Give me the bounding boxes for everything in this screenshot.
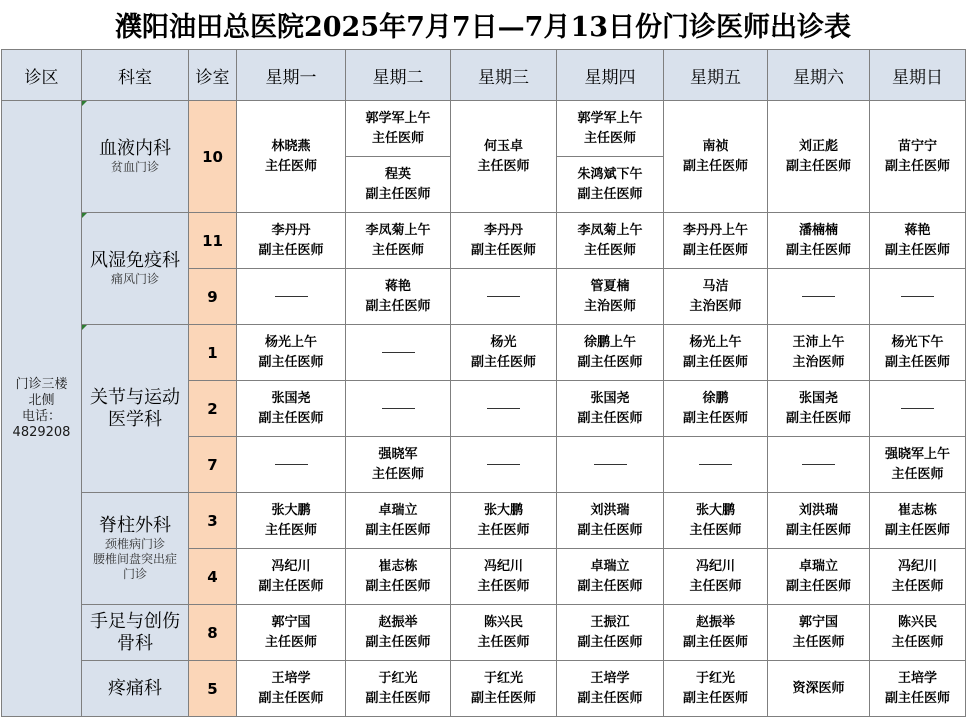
room-number: 3 (189, 493, 237, 549)
doctor-name: 李丹丹 (483, 222, 523, 238)
empty-slot-dash (802, 464, 835, 465)
doctor-cell (664, 101, 768, 213)
doctor-title: 主任医师 (371, 466, 424, 482)
doctor-title: 副主任医师 (682, 242, 748, 258)
doctor-title: 副主任医师 (470, 242, 536, 258)
doctor-name: 林晓燕 (271, 138, 311, 154)
doctor-title: 副主任医师 (785, 410, 851, 426)
header-wed: 星期三 (451, 50, 557, 101)
doctor-title: 副主任医师 (365, 522, 431, 538)
header-room: 诊室 (189, 50, 237, 101)
doctor-cell (870, 269, 966, 325)
room-number: 2 (189, 381, 237, 437)
doctor-cell (237, 381, 346, 437)
doctor-cell (557, 437, 664, 493)
doctor-title: 副主任医师 (258, 354, 324, 370)
doctor-title: 副主任医师 (577, 410, 643, 426)
header-sat: 星期六 (768, 50, 870, 101)
doctor-name: 何玉卓 (483, 138, 523, 154)
dept-clinic: 贫血门诊 (110, 160, 159, 174)
doctor-name: 马洁 (702, 278, 729, 294)
empty-slot-dash (901, 296, 934, 297)
doctor-cell (451, 269, 557, 325)
doctor-cell (768, 549, 870, 605)
doctor-name: 杨光上午 (264, 334, 317, 350)
doctor-name: 张国尧 (271, 390, 311, 406)
doctor-cell (451, 437, 557, 493)
doctor-title: 主任医师 (689, 578, 742, 594)
doctor-title: 主任医师 (477, 578, 530, 594)
doctor-name: 杨光 (490, 334, 517, 350)
doctor-cell (664, 437, 768, 493)
doctor-name: 张大鹏 (271, 502, 311, 518)
header-row (2, 50, 966, 101)
doctor-cell (451, 213, 557, 269)
dept-clinic: 门诊 (122, 567, 147, 581)
doctor-cell (557, 269, 664, 325)
doctor-cell (768, 269, 870, 325)
doctor-name: 资深医师 (792, 680, 845, 696)
doctor-cell (664, 605, 768, 661)
doctor-title: 副主任医师 (258, 242, 324, 258)
doctor-cell (768, 493, 870, 549)
header-fri: 星期五 (664, 50, 768, 101)
doctor-title: 主任医师 (583, 242, 636, 258)
dept-clinic: 痛风门诊 (110, 272, 159, 286)
empty-slot-dash (594, 464, 627, 465)
dept-name: 脊柱外科 (99, 515, 171, 536)
dept-rheumatology (82, 213, 189, 325)
room-number: 8 (189, 605, 237, 661)
zone-line: 门诊三楼 (15, 376, 68, 392)
doctor-title: 副主任医师 (884, 690, 950, 706)
doctor-cell (870, 605, 966, 661)
doctor-name: 冯纪川 (483, 558, 523, 574)
doctor-title: 副主任医师 (884, 242, 950, 258)
dept-spine-surgery (82, 493, 189, 605)
doctor-cell (557, 213, 664, 269)
doctor-cell (768, 213, 870, 269)
doctor-cell (664, 549, 768, 605)
doctor-name: 刘洪瑞 (590, 502, 630, 518)
doctor-name: 王培学 (590, 670, 630, 686)
doctor-name: 赵振举 (378, 614, 418, 630)
doctor-title: 副主任医师 (365, 634, 431, 650)
header-mon: 星期一 (237, 50, 346, 101)
doctor-cell (870, 493, 966, 549)
table-row (2, 493, 966, 549)
dept-name: 关节与运动 (90, 386, 180, 408)
doctor-name: 王培学 (271, 670, 311, 686)
doctor-title: 主任医师 (264, 158, 317, 174)
doctor-title: 主任医师 (792, 634, 845, 650)
doctor-cell (451, 549, 557, 605)
doctor-name: 蒋艳 (384, 278, 411, 294)
doctor-name: 陈兴民 (483, 614, 523, 630)
doctor-name: 王振江 (590, 614, 630, 630)
empty-slot-dash (487, 408, 520, 409)
doctor-name: 南祯 (702, 138, 729, 154)
comment-marker-icon (82, 325, 87, 330)
doctor-title: 主任医师 (264, 634, 317, 650)
doctor-name: 赵振举 (695, 614, 735, 630)
dept-name: 骨科 (117, 632, 153, 654)
doctor-title: 副主任医师 (884, 158, 950, 174)
doctor-name: 郭学军上午 (365, 110, 431, 126)
doctor-title: 副主任医师 (258, 578, 324, 594)
zone-cell (2, 101, 82, 717)
doctor-name: 张国尧 (590, 390, 630, 406)
doctor-title: 副主任医师 (682, 634, 748, 650)
doctor-title: 主治医师 (792, 354, 845, 370)
doctor-cell (870, 381, 966, 437)
doctor-cell (346, 325, 451, 381)
doctor-cell (557, 325, 664, 381)
empty-slot-dash (699, 464, 732, 465)
doctor-name: 强晓军 (378, 446, 418, 462)
doctor-name: 徐鹏 (702, 390, 729, 406)
doctor-title: 副主任医师 (577, 522, 643, 538)
doctor-cell (451, 661, 557, 717)
doctor-name: 苗宁宁 (897, 138, 937, 154)
doctor-name: 李凤菊上午 (365, 222, 431, 238)
doctor-title: 副主任医师 (577, 186, 643, 202)
doctor-cell (870, 213, 966, 269)
doctor-cell (870, 101, 966, 213)
doctor-cell (664, 269, 768, 325)
room-number: 5 (189, 661, 237, 717)
header-sun: 星期日 (870, 50, 966, 101)
doctor-title: 副主任医师 (365, 298, 431, 314)
doctor-cell (346, 437, 451, 493)
doctor-title: 主任医师 (371, 130, 424, 146)
dept-pain (82, 661, 189, 717)
dept-name: 医学科 (108, 408, 162, 430)
doctor-title: 主治医师 (689, 298, 742, 314)
doctor-cell (768, 437, 870, 493)
doctor-title: 主任医师 (264, 522, 317, 538)
doctor-name: 郭学军上午 (577, 110, 643, 126)
page-title: 濮阳油田总医院2025年7月7日—7月13日份门诊医师出诊表 (114, 12, 852, 43)
doctor-name: 徐鹏上午 (583, 334, 636, 350)
doctor-cell (557, 101, 664, 157)
doctor-name: 卓瑞立 (378, 502, 418, 518)
doctor-name: 于红光 (695, 670, 735, 686)
doctor-title: 副主任医师 (577, 578, 643, 594)
doctor-cell (237, 325, 346, 381)
doctor-title: 副主任医师 (682, 354, 748, 370)
doctor-cell (557, 549, 664, 605)
doctor-cell (451, 605, 557, 661)
doctor-cell (346, 213, 451, 269)
doctor-title: 副主任医师 (258, 690, 324, 706)
doctor-title: 主任医师 (477, 634, 530, 650)
empty-slot-dash (382, 408, 415, 409)
doctor-cell (237, 437, 346, 493)
doctor-cell (557, 661, 664, 717)
doctor-title: 主任医师 (583, 130, 636, 146)
doctor-name: 郭宁国 (271, 614, 311, 630)
doctor-cell (557, 493, 664, 549)
doctor-cell (664, 381, 768, 437)
room-number: 7 (189, 437, 237, 493)
header-department: 科室 (82, 50, 189, 101)
doctor-cell (451, 101, 557, 213)
doctor-cell (346, 269, 451, 325)
dept-name: 血液内科 (99, 138, 171, 159)
doctor-title: 副主任医师 (785, 578, 851, 594)
comment-marker-icon (82, 213, 87, 218)
room-number: 1 (189, 325, 237, 381)
empty-slot-dash (802, 296, 835, 297)
doctor-name: 于红光 (483, 670, 523, 686)
doctor-name: 张大鹏 (695, 502, 735, 518)
doctor-title: 副主任医师 (682, 690, 748, 706)
dept-joint-sports (82, 325, 189, 493)
doctor-title: 主任医师 (371, 242, 424, 258)
doctor-name: 程英 (384, 166, 411, 182)
zone-line: 电话： (21, 408, 61, 424)
doctor-cell (346, 661, 451, 717)
doctor-name: 王培学 (897, 670, 937, 686)
dept-name: 手足与创伤 (90, 610, 180, 632)
dept-clinic: 颈椎病门诊 (104, 537, 165, 551)
table-row (2, 325, 966, 381)
doctor-cell (237, 661, 346, 717)
dept-name: 疼痛科 (108, 677, 162, 699)
comment-marker-icon (82, 101, 87, 106)
doctor-cell (768, 605, 870, 661)
doctor-title: 主任医师 (891, 578, 944, 594)
doctor-name: 陈兴民 (897, 614, 937, 630)
empty-slot-dash (382, 352, 415, 353)
empty-slot-dash (487, 296, 520, 297)
doctor-cell (664, 493, 768, 549)
doctor-name: 郭宁国 (798, 614, 838, 630)
doctor-title: 主治医师 (583, 298, 636, 314)
doctor-cell (237, 605, 346, 661)
doctor-name: 强晓军上午 (884, 446, 950, 462)
header-tue: 星期二 (346, 50, 451, 101)
room-number: 4 (189, 549, 237, 605)
doctor-cell (768, 661, 870, 717)
room-number: 9 (189, 269, 237, 325)
doctor-title: 副主任医师 (577, 690, 643, 706)
doctor-name: 潘楠楠 (798, 222, 838, 238)
doctor-title: 副主任医师 (577, 634, 643, 650)
doctor-name: 冯纪川 (695, 558, 735, 574)
doctor-title: 副主任医师 (258, 410, 324, 426)
doctor-title: 副主任医师 (470, 690, 536, 706)
table-row (2, 101, 966, 157)
doctor-cell (664, 213, 768, 269)
doctor-cell (870, 549, 966, 605)
doctor-title: 主任医师 (689, 522, 742, 538)
doctor-title: 副主任医师 (785, 522, 851, 538)
empty-slot-dash (275, 296, 308, 297)
doctor-title: 副主任医师 (365, 690, 431, 706)
doctor-title: 副主任医师 (884, 354, 950, 370)
doctor-cell (768, 325, 870, 381)
empty-slot-dash (275, 464, 308, 465)
doctor-title: 副主任医师 (682, 158, 748, 174)
doctor-title: 副主任医师 (365, 186, 431, 202)
doctor-cell (237, 549, 346, 605)
doctor-title: 副主任医师 (785, 158, 851, 174)
doctor-title: 副主任医师 (884, 522, 950, 538)
doctor-name: 杨光下午 (891, 334, 944, 350)
doctor-title: 副主任医师 (365, 578, 431, 594)
doctor-cell (237, 493, 346, 549)
doctor-cell (346, 381, 451, 437)
doctor-name: 朱鸿斌下午 (577, 166, 643, 182)
doctor-name: 张大鹏 (483, 502, 523, 518)
doctor-name: 卓瑞立 (590, 558, 630, 574)
doctor-name: 崔志栋 (378, 558, 418, 574)
doctor-name: 王沛上午 (792, 334, 845, 350)
doctor-name: 刘洪瑞 (798, 502, 838, 518)
doctor-name: 张国尧 (798, 390, 838, 406)
room-number: 11 (189, 213, 237, 269)
doctor-cell (870, 325, 966, 381)
table-row (2, 213, 966, 269)
doctor-name: 蒋艳 (904, 222, 931, 238)
doctor-name: 冯纪川 (271, 558, 311, 574)
doctor-name: 管夏楠 (590, 278, 630, 294)
doctor-name: 李丹丹上午 (682, 222, 748, 238)
doctor-cell (237, 101, 346, 213)
zone-line: 北侧 (28, 392, 55, 408)
doctor-cell (768, 101, 870, 213)
doctor-title: 主任医师 (891, 466, 944, 482)
doctor-cell (346, 549, 451, 605)
doctor-cell (346, 101, 451, 157)
zone-line: 4829208 (12, 424, 71, 440)
dept-hand-foot-trauma (82, 605, 189, 661)
doctor-cell (557, 157, 664, 213)
doctor-cell (451, 381, 557, 437)
dept-hematology (82, 101, 189, 213)
doctor-cell (346, 605, 451, 661)
doctor-name: 李丹丹 (271, 222, 311, 238)
doctor-cell (870, 437, 966, 493)
header-thu: 星期四 (557, 50, 664, 101)
doctor-cell (664, 661, 768, 717)
doctor-cell (346, 157, 451, 213)
doctor-title: 副主任医师 (470, 354, 536, 370)
dept-clinic: 腰椎间盘突出症 (92, 552, 177, 566)
doctor-title: 副主任医师 (682, 410, 748, 426)
doctor-name: 于红光 (378, 670, 418, 686)
doctor-cell (346, 493, 451, 549)
doctor-name: 崔志栋 (897, 502, 937, 518)
empty-slot-dash (487, 464, 520, 465)
schedule-body (2, 101, 966, 717)
header-zone: 诊区 (2, 50, 82, 101)
table-row (2, 661, 966, 717)
doctor-cell (557, 381, 664, 437)
doctor-cell (451, 493, 557, 549)
doctor-cell (870, 661, 966, 717)
room-number: 10 (189, 101, 237, 213)
schedule-table (1, 49, 966, 717)
table-row (2, 605, 966, 661)
doctor-title: 副主任医师 (577, 354, 643, 370)
doctor-cell (237, 213, 346, 269)
doctor-title: 主任医师 (477, 522, 530, 538)
doctor-name: 李凤菊上午 (577, 222, 643, 238)
doctor-cell (451, 325, 557, 381)
doctor-title: 主任医师 (891, 634, 944, 650)
doctor-title: 主任医师 (477, 158, 530, 174)
dept-name: 风湿免疫科 (90, 250, 180, 271)
doctor-cell (557, 605, 664, 661)
doctor-name: 刘正彪 (798, 138, 838, 154)
doctor-name: 卓瑞立 (798, 558, 838, 574)
doctor-cell (237, 269, 346, 325)
doctor-name: 杨光上午 (689, 334, 742, 350)
doctor-cell (664, 325, 768, 381)
empty-slot-dash (901, 408, 934, 409)
doctor-name: 冯纪川 (897, 558, 937, 574)
doctor-cell (768, 381, 870, 437)
doctor-title: 副主任医师 (785, 242, 851, 258)
